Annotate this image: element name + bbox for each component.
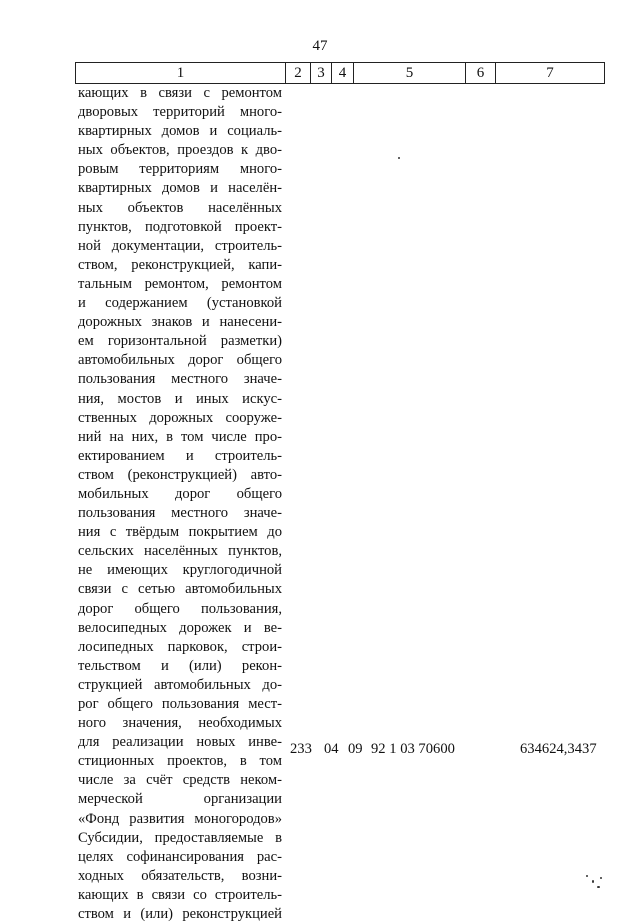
description-line: квартирных домов и населён- [78, 180, 282, 197]
description-line: сельских населённых пунктов, [78, 543, 282, 560]
row-description [78, 84, 282, 924]
cell-col-4: 09 [348, 741, 363, 757]
header-col-4: 4 [331, 63, 353, 83]
scan-speck [597, 886, 600, 888]
description-line: ния, мостов и иных искус- [78, 390, 282, 407]
cell-col-5: 92 1 03 70600 [371, 741, 455, 757]
description-line: ных объектов, проездов к дво- [78, 142, 282, 159]
cell-col-2: 233 [290, 741, 312, 757]
description-line: тальным ремонтом, ремонтом [78, 275, 282, 292]
header-col-5: 5 [353, 63, 465, 83]
description-line: целях софинансирования рас- [78, 848, 282, 865]
header-col-3: 3 [310, 63, 331, 83]
description-line: тельством и (или) рекон- [78, 657, 282, 674]
scan-speck [592, 880, 594, 883]
description-line: мерческой организации [78, 791, 282, 808]
description-line: ством и (или) реконструкцией [78, 906, 282, 923]
description-line: кающих в связи с ремонтом [78, 85, 282, 101]
description-line: и содержанием (установкой [78, 295, 282, 312]
description-line: для реализации новых инве- [78, 734, 282, 751]
description-line: лосипедных парковок, строи- [78, 638, 282, 655]
description-line: ем горизонтальной разметки) [78, 333, 282, 350]
page-number: 47 [312, 38, 328, 54]
description-line: ния с твёрдым покрытием до [78, 524, 282, 541]
description-line: пользования местного значе- [78, 371, 282, 388]
description-line: мобильных дорог общего [78, 485, 282, 502]
description-line: дорог общего пользования, [78, 600, 282, 617]
description-line: струкцией автомобильных до- [78, 676, 282, 693]
description-line: пользования местного значе- [78, 505, 282, 522]
description-line: велосипедных дорожек и ве- [78, 619, 282, 636]
scan-speck [586, 875, 588, 877]
description-line: «Фонд развития моногородов» [78, 810, 282, 827]
description-line: дорожных знаков и нанесени- [78, 314, 282, 331]
description-line: ных объектов населённых [78, 199, 282, 216]
header-col-7: 7 [495, 63, 605, 83]
description-line: рог общего пользования мест- [78, 696, 282, 712]
description-line: стиционных проектов, в том [78, 753, 282, 770]
scan-speck [398, 157, 400, 159]
description-line: дворовых территорий много- [78, 104, 282, 121]
description-line: связи с сетью автомобильных [78, 581, 282, 598]
description-line: кающих в связи со строитель- [78, 886, 282, 903]
description-line: пунктов, подготовкой проект- [78, 218, 282, 235]
description-line: квартирных домов и социаль- [78, 123, 282, 140]
cell-col-7: 634624,3437 [520, 741, 597, 757]
header-col-6: 6 [465, 63, 495, 83]
description-line: ходных обязательств, возни- [78, 867, 282, 884]
header-col-2: 2 [285, 63, 310, 83]
description-line: ного значения, необходимых [78, 715, 282, 732]
table-header-row [75, 62, 605, 84]
description-line: ровым территориям много- [78, 161, 282, 178]
description-line: не имеющих круглогодичной [78, 562, 282, 579]
scan-speck [600, 877, 602, 879]
description-line: ной документации, строитель- [78, 237, 282, 254]
description-line: ектированием и строитель- [78, 447, 282, 464]
description-line: числе за счёт средств неком- [78, 772, 282, 789]
description-line: ний на них, в том числе про- [78, 428, 282, 445]
description-line: ством, реконструкцией, капи- [78, 256, 282, 273]
cell-col-3: 04 [324, 741, 339, 757]
description-line: Субсидии, предоставляемые в [78, 829, 282, 846]
description-line: автомобильных дорог общего [78, 352, 282, 369]
description-line: ственных дорожных сооруже- [78, 409, 282, 426]
description-line: ством (реконструкцией) авто- [78, 466, 282, 483]
table-row-values [0, 740, 640, 759]
header-col-1: 1 [75, 63, 285, 83]
